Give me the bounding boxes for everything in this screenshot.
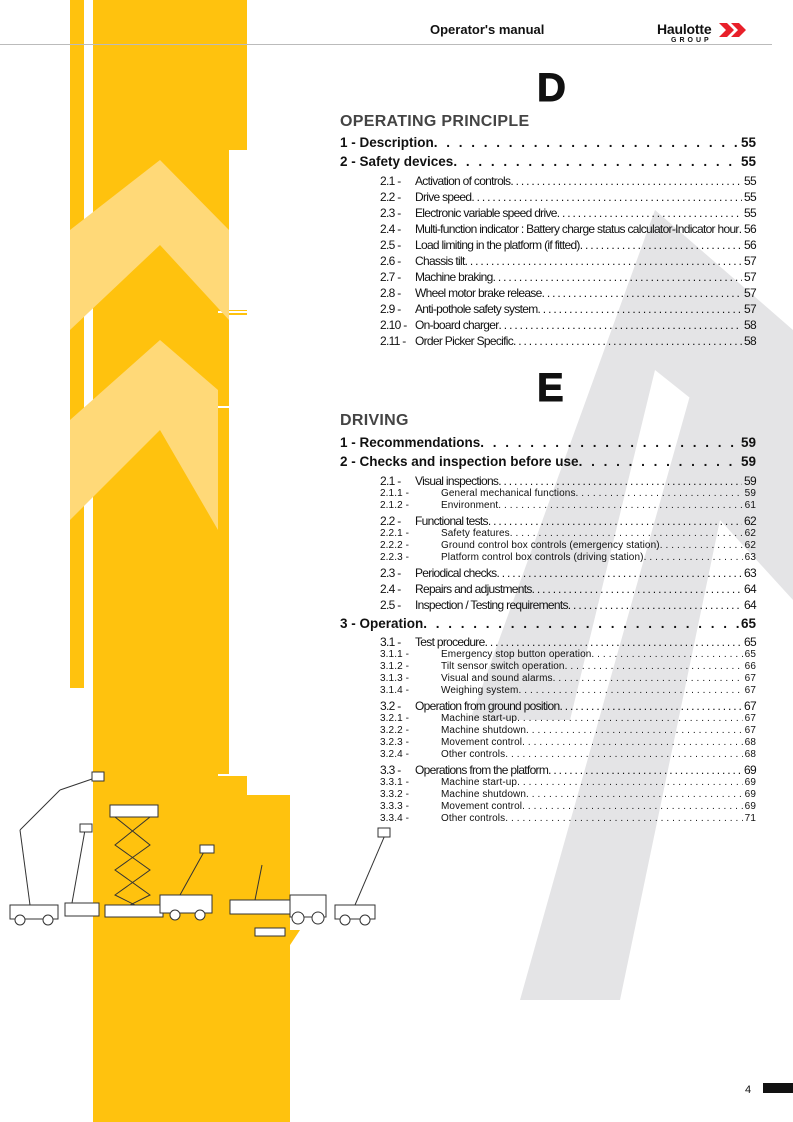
toc-leader-dots [505,749,742,760]
yellow-strip-thin [70,0,84,688]
toc-entry-title: Operation from ground position [415,699,560,713]
toc-entry-page: 67 [744,685,756,696]
toc-leader-dots [526,725,743,736]
toc-leader-dots [471,190,742,204]
toc-entry-title: Multi-function indicator : Battery charge status calculator-Indicator hour [415,222,739,236]
toc-entry-page: 65 [744,635,756,649]
toc-entry[interactable] [380,270,756,284]
toc-entry-page: 61 [744,500,756,511]
toc-leader-dots [498,474,742,488]
toc-entry-title: 1 - Recommendations [340,435,481,450]
toc-entry-page: 55 [740,154,756,169]
toc-entry-title: Safety features [441,528,510,539]
toc-entry[interactable] [380,725,756,736]
page-number-bar [763,1083,793,1093]
toc-entry-page: 55 [744,206,756,220]
toc-entry[interactable] [380,238,756,252]
toc-entry-number: 3.2 - [380,699,401,713]
toc-entry-title: On-board charger [415,318,499,332]
toc-entry-title: Periodical checks [415,566,497,580]
toc-entry-page: 64 [744,582,756,596]
toc-entry-title: Machine start-up [441,713,518,724]
toc-entry-title: Activation of controls [415,174,511,188]
toc-leader-dots [548,763,742,777]
toc-entry-number: 2.5 - [380,598,401,612]
toc-entry-title: Load limiting in the platform (if fitted) [415,238,580,252]
toc-entry[interactable] [380,174,756,188]
toc-entry-number: 2.8 - [380,286,401,300]
toc-entry-page: 57 [744,270,756,284]
toc-entry-page: 62 [744,514,756,528]
toc-entry[interactable] [380,552,756,563]
toc-entry-number: 2.2 - [380,514,401,528]
section-letter-d: D [537,66,566,110]
toc-entry-page: 55 [744,190,756,204]
toc-entry-title: General mechanical functions [441,488,576,499]
toc-entry-page: 67 [744,725,756,736]
logo-chevron-icon [719,23,749,37]
toc-entry-number: 2.1 - [380,174,401,188]
toc-entry-title: 1 - Description [340,135,434,150]
toc-entry-number: 2.9 - [380,302,401,316]
toc-entry[interactable] [380,514,756,528]
page-number: 4 [745,1084,752,1096]
toc-entry-page: 55 [744,174,756,188]
toc-leader-dots [576,488,743,499]
toc-leader-dots [453,154,739,169]
toc-entry[interactable] [380,318,756,332]
toc-entry-title: Tilt sensor switch operation [441,661,565,672]
toc-entry[interactable] [380,737,756,748]
toc-entry[interactable] [380,813,756,824]
toc-entry[interactable] [380,801,756,812]
toc-entry[interactable] [380,699,756,713]
toc-entry-number: 3.1.4 - [380,685,410,696]
toc-leader-dots [559,699,742,713]
toc-entry-title: Functional tests [415,514,488,528]
toc-entry-title: Wheel motor brake release [415,286,542,300]
toc-entry[interactable] [380,286,756,300]
toc-entry-title: Chassis tilt [415,254,465,268]
toc-entry-number: 2.1 - [380,474,401,488]
toc-leader-dots [660,540,743,551]
toc-entry-number: 2.11 - [380,334,406,348]
toc-entry-page: 67 [744,673,756,684]
toc-entry-number: 3.3.1 - [380,777,410,788]
toc-entry-number: 2.6 - [380,254,401,268]
toc-entry[interactable] [380,566,756,580]
toc-entry-page: 62 [744,528,756,539]
toc-leader-dots [557,206,742,220]
toc-entry-title: Test procedure [415,635,485,649]
toc-entry-number: 2.3 - [380,566,401,580]
toc-entry[interactable] [340,435,756,450]
toc-entry[interactable] [340,135,756,150]
toc-leader-dots [434,135,739,150]
toc-entry[interactable] [380,582,756,596]
toc-entry-page: 59 [740,454,756,469]
toc-entry-title: Other controls [441,813,506,824]
toc-entry-title: Emergency stop button operation [441,649,592,660]
toc-entry-page: 66 [744,661,756,672]
toc-leader-dots [499,318,743,332]
toc-leader-dots [518,685,742,696]
toc-entry[interactable] [380,673,756,684]
toc-leader-dots [505,813,742,824]
toc-leader-dots [568,598,742,612]
toc-entry-number: 2.2 - [380,190,401,204]
toc-entry-number: 2.4 - [380,582,401,596]
toc-entry[interactable] [380,500,756,511]
toc-leader-dots [538,302,743,316]
header-title: Operator's manual [430,22,545,37]
toc-entry-number: 3.3.3 - [380,801,410,812]
toc-entry-page: 67 [744,713,756,724]
toc-entry-title: Other controls [441,749,506,760]
toc-leader-dots [510,174,742,188]
toc-leader-dots [423,616,739,631]
toc-entry[interactable] [380,488,756,499]
toc-entry-number: 2.4 - [380,222,401,236]
toc-entry-page: 58 [744,318,756,332]
toc-leader-dots [579,454,739,469]
toc-entry-page: 68 [744,737,756,748]
toc-entry-number: 2.1.2 - [380,500,410,511]
toc-leader-dots [517,713,743,724]
toc-entry-page: 64 [744,598,756,612]
toc-entry-title: 2 - Checks and inspection before use [340,454,579,469]
toc-entry-title: Visual and sound alarms [441,673,553,684]
section-letter-e: E [537,366,564,410]
toc-entry[interactable] [380,190,756,204]
toc-leader-dots [480,435,739,450]
toc-entry-title: Machine braking [415,270,493,284]
toc-entry-title: Inspection / Testing requirements [415,598,568,612]
toc-entry-title: Weighing system [441,685,519,696]
toc-entry-number: 3.1 - [380,635,401,649]
toc-entry-page: 57 [744,254,756,268]
toc-entry-page: 59 [740,435,756,450]
toc-entry-page: 69 [744,763,756,777]
toc-entry-title: Platform control box controls (driving station) [441,552,644,563]
toc-entry[interactable] [380,635,756,649]
toc-entry-number: 2.2.1 - [380,528,410,539]
toc-entry[interactable] [380,528,756,539]
toc-entry[interactable] [340,154,756,169]
toc-entry-page: 65 [740,616,756,631]
toc-entry-title: 3 - Operation [340,616,424,631]
toc-leader-dots [493,270,742,284]
toc-leader-dots [498,500,742,511]
toc-leader-dots [488,514,742,528]
white-cutout-top [229,150,247,310]
toc-entry-title: Movement control [441,737,523,748]
toc-entry[interactable] [380,763,756,777]
toc-entry[interactable] [380,302,756,316]
toc-entry-number: 2.2.3 - [380,552,410,563]
toc-entry-page: 56 [744,238,756,252]
toc-entry[interactable] [380,777,756,788]
toc-entry-title: Machine start-up [441,777,518,788]
toc-leader-dots [517,777,743,788]
toc-entry-page: 67 [744,699,756,713]
toc-entry-number: 3.1.1 - [380,649,410,660]
white-cutout-mid [229,315,247,775]
toc-entry-title: Machine shutdown [441,725,526,736]
haulotte-logo [657,20,757,46]
toc-entry-number: 2.5 - [380,238,401,252]
toc-entry-page: 69 [744,777,756,788]
toc-entry-title: Movement control [441,801,523,812]
section-heading-d: OPERATING PRINCIPLE [340,113,530,130]
toc-leader-dots [513,334,742,348]
toc-leader-dots [522,737,743,748]
toc-entry-page: 57 [744,286,756,300]
logo-group: GROUP [671,37,712,44]
toc-leader-dots [522,801,743,812]
toc-entry-page: 69 [744,789,756,800]
toc-entry[interactable] [380,222,756,236]
toc-entry-title: Visual inspections [415,474,499,488]
toc-entry-page: 69 [744,801,756,812]
toc-leader-dots [496,566,742,580]
toc-leader-dots [591,649,742,660]
toc-entry[interactable] [380,649,756,660]
toc-entry-number: 3.2.1 - [380,713,410,724]
toc-entry[interactable] [380,749,756,760]
toc-entry-number: 3.2.4 - [380,749,410,760]
toc-entry-page: 59 [744,488,756,499]
toc-entry-title: Drive speed [415,190,472,204]
toc-entry-title: Anti-pothole safety system [415,302,538,316]
toc-leader-dots [644,552,743,563]
toc-entry-title: 2 - Safety devices [340,154,454,169]
toc-entry-page: 59 [744,474,756,488]
toc-leader-dots [580,238,742,252]
toc-entry[interactable] [380,685,756,696]
toc-entry[interactable] [340,616,756,631]
toc-entry-number: 3.2.3 - [380,737,410,748]
toc-entry-page: 65 [744,649,756,660]
toc-entry-number: 3.2.2 - [380,725,410,736]
toc-entry-number: 3.1.2 - [380,661,410,672]
toc-entry-title: Ground control box controls (emergency station) [441,540,660,551]
toc-entry-page: 71 [744,813,756,824]
toc-entry-number: 3.3.4 - [380,813,410,824]
toc-entry-number: 2.1.1 - [380,488,410,499]
toc-entry-number: 2.2.2 - [380,540,410,551]
toc-leader-dots [465,254,742,268]
toc-entry-number: 2.7 - [380,270,401,284]
toc-entry[interactable] [380,206,756,220]
toc-leader-dots [510,528,743,539]
toc-entry[interactable] [380,713,756,724]
toc-entry[interactable] [380,598,756,612]
toc-entry[interactable] [340,454,756,469]
toc-leader-dots [553,673,743,684]
toc-entry[interactable] [380,661,756,672]
toc-entry-page: 56 [744,222,756,236]
toc-entry-title: Operations from the platform [415,763,549,777]
toc-leader-dots [565,661,743,672]
toc-entry-title: Machine shutdown [441,789,526,800]
toc-entry-number: 2.10 - [380,318,407,332]
toc-entry[interactable] [380,474,756,488]
toc-entry-page: 63 [744,552,756,563]
toc-entry-page: 57 [744,302,756,316]
toc-entry-page: 63 [744,566,756,580]
toc-entry-title: Environment [441,500,499,511]
toc-entry-page: 62 [744,540,756,551]
toc-leader-dots [542,286,742,300]
toc-entry-page: 58 [744,334,756,348]
toc-entry-page: 55 [740,135,756,150]
toc-entry-title: Order Picker Specific [415,334,513,348]
toc-entry-number: 3.3.2 - [380,789,410,800]
toc-entry-number: 3.1.3 - [380,673,410,684]
toc-entry[interactable] [380,540,756,551]
toc-entry-title: Repairs and adjustments [415,582,532,596]
toc-entry-title: Electronic variable speed drive [415,206,557,220]
toc-entry[interactable] [380,789,756,800]
logo-wordmark: Haulotte [657,21,712,37]
toc-leader-dots [526,789,743,800]
toc-entry-number: 3.3 - [380,763,401,777]
toc-leader-dots [532,582,742,596]
toc-leader-dots [485,635,742,649]
toc-entry[interactable] [380,254,756,268]
toc-entry-number: 2.3 - [380,206,401,220]
section-heading-e: DRIVING [340,412,409,429]
toc-entry-page: 68 [744,749,756,760]
toc-entry[interactable] [380,334,756,348]
